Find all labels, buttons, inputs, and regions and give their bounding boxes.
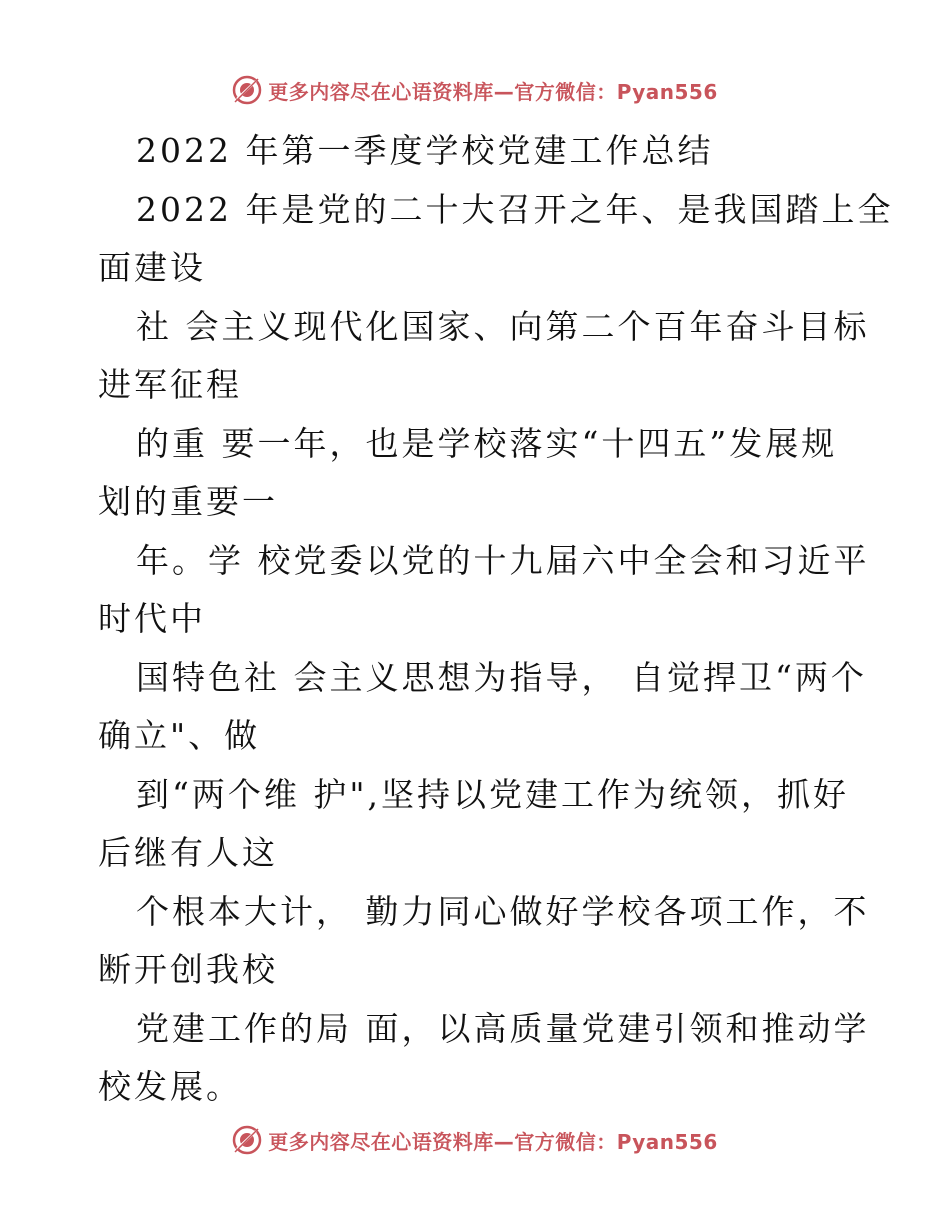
watermark-header — [0, 70, 950, 110]
watermark-text: 更多内容尽在心语资料库—官方微信：Pyan556 — [268, 79, 718, 104]
document-line: 党建工作的局 面，以高质量党建引领和推动学 — [136, 1008, 870, 1048]
document-line: 国特色社 会主义思想为指导， 自觉捍卫“两个 — [136, 657, 867, 697]
document-line: 的重 要一年，也是学校落实“十四五”发展规 — [136, 423, 838, 463]
document-line: 后继有人这 — [98, 833, 278, 872]
document-line: 进军征程 — [98, 365, 242, 404]
brand-logo-icon — [232, 1125, 262, 1155]
document-line: 划的重要一 — [98, 482, 278, 521]
document-lines — [98, 181, 894, 1117]
watermark-footer — [0, 1120, 950, 1160]
document-line: 个根本大计， 勤力同心做好学校各项工作，不 — [136, 891, 870, 931]
document-line: 断开创我校 — [98, 950, 278, 989]
document-line: 面建设 — [98, 248, 206, 287]
document-body — [98, 122, 894, 1117]
document-line: 2022 年是党的二十大召开之年、是我国踏上全 — [136, 189, 894, 229]
document-line: 到“两个维 护",坚持以党建工作为统领，抓好 — [136, 774, 850, 814]
document-line: 年。学 校党委以党的十九届六中全会和习近平 — [136, 540, 870, 580]
brand-logo-icon — [232, 75, 262, 105]
document-title: 2022 年第一季度学校党建工作总结 — [136, 131, 714, 170]
document-line: 确立"、做 — [98, 716, 261, 755]
watermark-text: 更多内容尽在心语资料库—官方微信：Pyan556 — [268, 1129, 718, 1154]
document-line: 时代中 — [98, 599, 206, 638]
document-line: 社 会主义现代化国家、向第二个百年奋斗目标 — [136, 306, 870, 346]
document-line: 校发展。 — [98, 1067, 242, 1106]
